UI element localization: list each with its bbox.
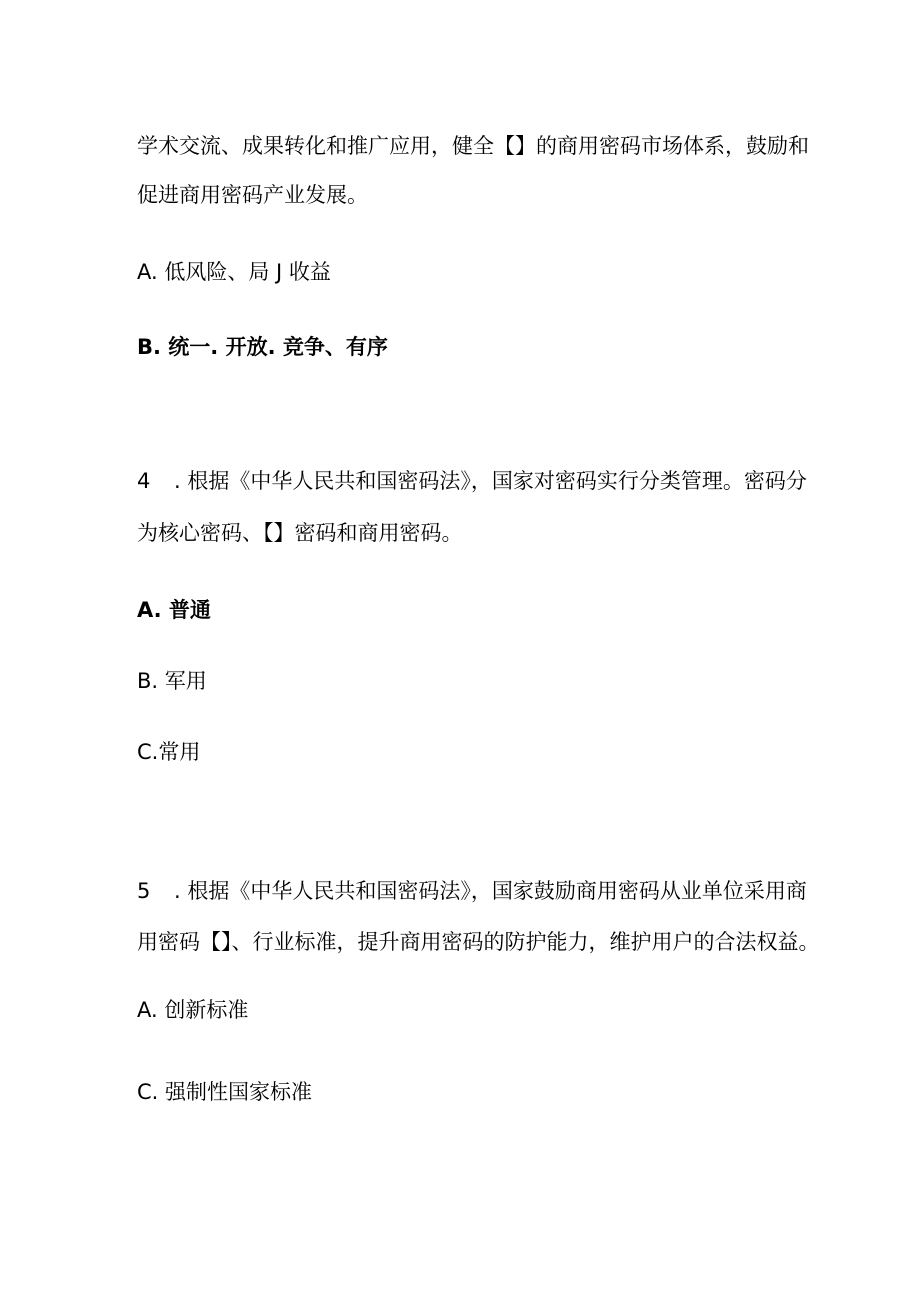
q4-stem-text: . 根据《中华人民共和国密码法》，国家对密码实行分类管理。密码分	[174, 469, 807, 493]
q4-stem-line-1	[137, 466, 807, 496]
q4-number: 4	[137, 469, 151, 493]
q5-number: 5	[137, 879, 151, 903]
q5-stem-line-2: 用密码【】、行业标准，提升商用密码的防护能力，维护用户的合法权益。	[137, 930, 820, 954]
q5-option-a: A. 创新标准	[137, 998, 249, 1022]
q5-stem-line-1	[137, 876, 807, 906]
q4-option-a: A. 普通	[137, 598, 211, 622]
q3-option-b: B. 统一. 开放. 竞争、有序	[137, 335, 388, 359]
q3-option-a: A. 低风险、局 J 收益	[137, 260, 331, 284]
q3-stem-line-2: 促进商用密码产业发展。	[137, 183, 368, 207]
q4-option-c: C.常用	[137, 740, 201, 764]
q4-option-b: B. 军用	[137, 669, 207, 693]
q3-stem-line-1: 学术交流、成果转化和推广应用，健全【】的商用密码市场体系，鼓励和	[137, 134, 809, 158]
q4-stem-line-2: 为核心密码、【】密码和商用密码。	[137, 521, 463, 545]
q5-stem-text: . 根据《中华人民共和国密码法》，国家鼓励商用密码从业单位采用商	[174, 879, 807, 903]
q5-option-c: C. 强制性国家标准	[137, 1080, 313, 1104]
